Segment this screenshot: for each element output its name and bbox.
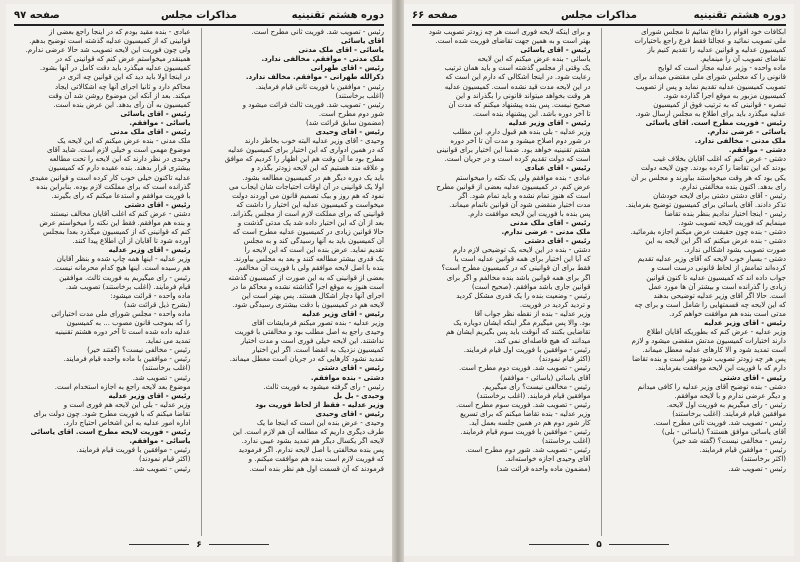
text-line: است که دولت تقدیم کرده است و در جریان است. [444,155,591,164]
left-page-header [14,8,384,26]
text-line: ماده واحده - قرائت میشود: [110,291,191,300]
text-line: رئیس - تصویب شد. فوریت ثانی مطرح است. [653,419,786,428]
text-line: ابکافات خود اقوام را دفاع نمائیم تا مجلس شورای [641,28,786,36]
text-line: یک قدری بیشتر مطالعه کنند و بعد به مجلس بیاورند. [233,255,384,264]
text-line: قوانینی که از کمیسیون عدلیه گذشته است توضیح بدهم. [29,37,191,46]
text-line: است هنوز به موقع اجرا گذاشته نشده و محاکم ما در [231,282,384,291]
text-line: وزیر عدلیه - بنده تقاضا میکنم که برای تسریع [460,409,591,418]
text-line: شور دوم مطرح است. [318,109,384,118]
text-line: مدت اختیار منقضی شود آن قوانین ناتمام میماند. [449,200,591,209]
text-line: دارم که با فوریت این لایحه موافقت بفرمایند. [655,364,786,373]
left-page-columns [14,28,384,536]
speaker-line: ملک مدنی - عرضی ندارم. [501,228,591,237]
text-line: رعایت شود. در اینجا اشکالی که دارم این است که [445,73,591,82]
text-line: وزیر عدلیه - اینها همه چاپ شده و بنظر آقایان [56,255,191,264]
left-header-title: مذاکرات مجلس [160,10,237,21]
text-line: صحیح نیست. پس بنده پیشنهاد میکنم که مدت آن [448,100,591,109]
right-page-column-left [412,28,591,536]
text-line: موضوع مهمی است و خیلی لازم است. شاید آقای [46,146,191,155]
text-line: عدلیه تاکنون خیلی خوب کار کرده است و قوانین مفیدی [29,173,191,182]
text-line: (اکثر برخاستند) [741,455,786,464]
text-line: آقای یاسائی (یاسائی - موافقم) [500,373,591,382]
text-line: رئیس - موافقین قیام فرمایند. [699,446,786,455]
right-page-number: ۵ [596,540,602,550]
speaker-line: رئیس - فوریت لایحه مطرح است. آقای یاسائی [30,428,191,437]
text-line: بیشتری قرار بدهند. بنده عقیده دارم که کمیسیون [48,164,191,173]
text-line: عرض کنم. در کمیسیون عدلیه بعضی از قوانین مطرح [436,182,591,191]
footer-rule [209,544,269,545]
text-line: ملی تصویب نمائید و عجالتا فقط فرع راجع باختیارات [634,37,786,46]
left-page-column-left [14,28,191,536]
text-line: هشتم تقنینیه خواهد بود. ضمنا این اختیار برای قوانینی [436,146,591,155]
text-line: (اکثر قیام نمودند) [139,455,191,464]
speaker-line: رئیس - آقای دشتی [124,200,191,209]
text-line: رئیس - موافقین با فوریت ثانی قیام فرمایند. [255,82,384,91]
left-page [6,4,392,556]
text-line: لایحه هم در کمیسیون با دقت بیشتری رسیدگی شود. [232,300,384,309]
text-line: است که هنوز تمام نشده و باید تمام شود. اگر [458,191,591,200]
speaker-line: رئیس - آقای عبادی [524,164,591,173]
text-line: نمود که هم روز و بیک تصمیم قانون می آوردند دولت [232,191,384,200]
text-line: در اینجا اولا باید دید که این قوانین چه اثری در [58,73,191,82]
text-line: فقط برای آن قوانینی که در کمیسیون مطرح است؟ [441,264,591,273]
text-line: قیام فرمایند. (اغلب برخاستند) تصویب شد. [65,282,191,291]
text-line: (اکثر قیام نمودند) [539,355,591,364]
text-line: تمدید نشود کارهایی که در جریان است معطل میماند. [229,355,384,364]
text-line: رئیس - موافقین با فوریت اول قیام فرمایند. [463,346,591,355]
text-line: که فوریت لازم است بنده هم موافقت میکنم. و [248,455,384,464]
text-line: میدانند که هیچ فاصله‌ای نمی کند. [494,337,591,346]
text-line: آن کمیسیون باید به آنها رسیدگی کند و به مجلس [243,237,384,246]
text-line: که این لایحه چه قسمتهایی را شامل است و برای چه [634,300,786,309]
text-line: اولا یک قوانینی در آن اوقات احتیاجات شان ایجاب می [229,182,384,191]
text-line: تذکر دادند. آقای یاسائی برای کمیسیون توضیح بفرمایند. [625,200,786,209]
text-line: دشتی - عرض کنم که اغلب آقایان مخالف نیستند [50,209,191,218]
text-line: حالا قوانین زیادی در کمیسیون عدلیه مطرح است که [232,228,384,237]
text-line: دشتی - بنده چون حقیقت عرض میکنم اجازه بفرمائید. [630,228,786,237]
text-line: و دیگر عرضی ندارم و با لایحه موافقم. [674,391,786,400]
text-line: یاسائی - بنده عرض میکنم که این لایحه [477,55,591,64]
text-line: و علاقه مند هستیم که این لایحه زودتر بگذرد و [251,164,384,173]
text-line: کمیسیون مزبور به موقع اجرا گذارده شود. [663,91,786,100]
speaker-line: ملک مدنی - مخالفی ندارد. [694,137,786,146]
text-line: بود. والا پس میگیرم مگر اینکه ایشان دوباره یک [453,319,591,327]
text-line: را که بموجب قانون مصوب ... به کمیسیون [66,319,191,327]
text-line: رئیس - وضعیت بنده را یک قدری مشکل کردید [456,291,591,300]
text-line: (مضمون سابق قرائت شد) [305,118,384,127]
text-line: کرده‌اند تمامش از لحاظ قانونی درست است و [651,264,786,273]
text-line: مینمایم که فوریت لایحه تصویب شود. [678,218,786,227]
text-line: است تمدید شود و الا کارهای عدلیه معطل میماند. [642,346,786,355]
text-line: هم رسیده است. اینها هیچ کدام محرمانه نیست. [52,264,191,273]
speaker-line: رئیس - آقای ملک مدنی [509,218,591,227]
left-page-footer [6,538,392,552]
text-line: وزیر عدلیه - بلی بنده هم قبول دارم. این مطلب [452,128,591,137]
text-line: رئیس - مخالفی نیست؟ (گفتند خیر) [87,346,191,355]
text-line: لایحه اگر یکسال دیگر هم تمدید بشود عیبی ندارد. [241,437,384,446]
text-line: عدلیه میگذرد باید برای اطلاع به مجلس ارسال شود. [635,109,786,118]
text-line: اگر برای همه قوانین باشد بنده مخالفم و اگر برای [446,273,591,282]
text-line: و برای اینکه لایحه فوری است هر چه زودتر تصویب شود [428,28,591,36]
text-line: ماده واحده - مجلس شورای ملی مدت اختیاراتی [51,309,191,318]
text-line: ولی چون فوریت این لایحه تصویب شد حالا عرضی ندارم. [25,46,191,55]
text-line: اداره امور عدلیه به این اشخاص احتیاج دارد. [63,419,191,428]
text-line: پس هر چه زودتر تصویب شود بهتر است و بنده تقاضا [632,355,786,364]
text-line: تقاضایی بکنند که آنوقت باید پس بگیریم ایشان هم [445,328,591,337]
text-line: رئیس - مخالفی نیست؟ (گفته شد خیر) [672,437,786,446]
speaker-line: رئیس - آقای ملک مدنی [109,128,191,137]
text-line: رئیس - تصویب شد. فوریت ثانی مطرح است. [251,28,384,36]
text-line: و بنده هم موافقم. فقط این نکته را میخواستم عرض [39,218,191,227]
text-line: تقاضای تصویب آن را مینمایم. [700,55,786,64]
text-line: (اغلب برخاستند) [335,91,384,100]
text-line: رئیس - رأی میگیریم به فوریت ثالث. موافقین [59,273,191,282]
speaker-line: رئیس - آقای دشتی [524,237,591,246]
text-line: ماده واحده - وزیر عدلیه مجاز است که لوایح [657,64,786,73]
right-page-footer [404,538,794,552]
text-line: وحیدی - عرض بنده این است که اینجا ما یک [256,419,384,428]
text-line: موضوع بعد لایحه راجع به اجازه استخدام است. [54,382,191,391]
text-line: و تردید کردید در فوریت. [519,300,591,309]
footer-rule [129,544,189,545]
speaker-line: رئیس - آقای دشتی [719,373,786,382]
text-line: دشتی - بسیار خوب لایحه که آقای وزیر عدلیه تقدیم [637,255,786,264]
speaker-line: رئیس - آقای طهرانی [310,64,384,73]
left-header-page-label: صفحه ۹۷ [14,10,60,21]
speaker-line: وحیدی - بل بل [333,391,384,400]
text-line: که در همین ادواری که این اختیار برای کمیسیون عدلیه [227,146,384,155]
text-line: کمیسیون عدلیه میگذرد باید دقت کامل در آنها بشود. [39,64,191,73]
text-line: طرف دیگری داریم که مطالعه آن هم لازم است. این [232,428,384,437]
speaker-line: رئیس - آقای وزیر عدلیه [508,118,591,127]
speaker-line: یاسائی - موافقم. [129,437,191,446]
text-line: وزیر عدلیه - عرض کنم که بطوریکه آقایان اطلاع [646,328,786,337]
text-line: دشتی - عرض کنم که اغلب آقایان بخلاف غیب [653,155,786,164]
text-line: رئیس - موافقین با فوریت سوم قیام فرمایند. [460,428,591,437]
text-line: یک وقتی از مجلس گذشته است و باید همان ترتیب [444,64,591,73]
text-line: بعضی از قوانینی که به این صورت از کمیسیون گذشته [228,273,384,282]
text-line: میکند. بعد از آنکه این موضوع روشن شد آن وقت [48,91,191,100]
right-page-columns [412,28,786,536]
speaker-line: رئیس - آقای وزیر عدلیه [703,319,786,327]
text-line: بعد از آن که این اختیار داده شد یک مدتی گذشت و [237,218,384,227]
text-line: زیادی را گذرانده است و بیشتر آن ها مورد عمل [648,282,786,291]
text-line: بودند که این تقاضا را کرده بودند. چون لایحه دولت [641,164,786,173]
text-line: مدتی است بنده هم موافقت خواهم کرد. [669,309,786,318]
text-line: رئیس - موافقین با فوریت قیام فرمایند. [76,446,191,455]
text-line: صورت تصویب بشود اشکالی ندارد. [684,246,786,255]
text-line: دارند اختیارات کمیسیون مدتش منقضی میشود و لازم [631,337,786,346]
right-header-page-label: صفحه ۶۶ [412,10,458,21]
text-line: وزیر عدلیه - بلی این لایحه هم فوری است و [63,400,191,409]
text-line: آورده شود تا آقایان از آن اطلاع پیدا کنند. [72,237,191,246]
text-line: رئیس - مخالفی نیست؟ رأی میگیریم. [482,382,591,391]
text-line: با فوریت موافقم و استدعا میکنم که رأی بگیرند. [51,191,191,200]
speaker-line: وزیر عدلیه - فقط از لحاظ فوریت بود [255,400,384,409]
text-line: رئیس - آقای دشتی دشتی برای لایحه خودشان [653,191,786,200]
text-line: موافقین قیام فرمایند. (اغلب برخاستند) [672,409,786,418]
text-line: هر وقت بخواهد میتواند قانونی را بگذراند و این [455,91,591,100]
text-line: آقای وحیدی اجازه خواسته‌اند. [505,455,591,464]
text-line: کنم که قوانینی که از کمیسیون میگذرد بعدا بمجلس [42,228,191,237]
right-page-header [412,8,786,26]
text-line: گذرانده است که برای مملکت لازم بوده. بنابراین بنده [36,182,191,191]
text-line: جواب داده اند که کمیسیون عدلیه تا کنون قوانین [646,273,786,282]
text-line: دشتی - بنده توضیح آقای وزیر عدلیه را کافی میدانم [637,382,786,391]
text-line: است. حالا اگر آقای وزیر عدلیه توضیحی بدهند [653,291,786,300]
speaker-line: رئیس - آقای وزیر عدلیه [108,391,191,400]
text-line: رئیس - تصویب شد. [728,464,786,473]
text-line: عدلیه داده شده است تا آخر دوره هشتم تقنینیه [54,328,191,337]
text-line: در این لایحه مدت قید نشده است. کمیسیون عدلیه [444,82,591,91]
text-line: باید یک دوره دیگر هم در کمیسیون مطالعه بشود. [242,173,384,182]
right-header-title: مذاکرات مجلس [560,10,637,21]
text-line: پس بنده مخالفتی با اصل لایحه ندارم. اگر فرمودید [238,446,384,455]
speaker-line: رئیس - آقای یاسائی [520,46,591,55]
speaker-line: رئیس - آقای یاسائی [120,109,191,118]
text-line: کمیسیون به آن رأی بدهد. این عرض بنده است. [53,100,191,109]
text-line: آقای یاسائی موافق هستند؟ (یاسائی - بلی) [661,428,786,437]
text-line: تمدید می نماید. [145,337,191,346]
speaker-line: رئیس - آقای وحیدی [315,409,384,418]
text-line: (مضمون ماده واحده قرائت شد) [496,464,591,473]
text-line: عبادی - بنده مقید بودم که در اینجا راجع بعضی از [49,28,191,36]
text-line: در شور دوم اصلاح میشود و مدت آن تا آخر دوره [450,137,591,146]
speaker-line: رئیس - فوریت مطرح است. آقای یاسائی [645,118,786,127]
footer-rule [529,544,589,545]
text-line: رأی بدهد. اکنون بنده مخالفتی ندارم. [679,182,786,191]
text-line: عبادی - بنده موافقم ولی یک نکته را میخواستم [455,173,591,182]
speaker-line: ملک مدنی - موافقم. مخالفی ندارد. [261,55,384,64]
text-line: بهتر است و به همین جهت تقاضای فوریت شده است. [435,37,591,46]
text-line: موافقین قیام فرمایند. (اغلب برخاستند) [476,391,591,400]
text-line: وحیدی راجع به اصل مطلب بود و مخالفتی با فوریت [234,328,384,337]
text-line: کمیسیون عدلیه و قوانین عدلیه را تقدیم کنیم باز [647,46,786,55]
speaker-line: ذکرالله طهرانی - موافقم. مخالف ندارد. [245,73,384,82]
text-line: رئیس - تصویب شد. [132,373,191,382]
text-line: میخواست و کمیسیون عدلیه این اختیار را داشت که [236,200,384,209]
text-line: مطرح بود ما آن وقت هم این اظهار را کردیم که موافق [224,155,384,164]
text-line: یکی بود که هر وقت میخواستند بیاورند و مجلس بر آن [631,173,786,182]
text-line: تقاضا میکنم که با فوریت مطرح شود. چون دولت برای [33,409,191,418]
text-line: که آیا این اختیار برای همه قوانین عدلیه است یا [454,255,591,264]
right-page [404,4,794,556]
text-line: نداشتند. این لایحه خیلی فوری است و مدت اختیار [240,337,384,346]
text-line: (اغلب برخاستند) [141,364,191,373]
text-line: رئیس - تصویب شد. شور دوم مطرح است. [465,446,591,455]
text-line: (بشرح ذیل قرائت شد) [123,300,191,309]
speaker-line: دشتی - بنده موافقم. [310,373,384,382]
text-line: رئیس - رأی گرفته میشود به فوریت ثالث. [263,382,384,391]
left-page-number: ۶ [196,540,202,550]
speaker-line: یاسائی - موافقم. [129,118,191,127]
text-line: رئیس - تصویب شد. فوریت ثالث قرائت میشود و [242,100,384,109]
text-line: تبصره - قوانینی که به ترتیب فوق از کمیسیون [653,100,786,109]
text-line: قوانینی که برای مملکت لازم است از مجلس بگذراند. [230,209,384,218]
text-line: تا آخر دوره باشد. این پیشنهاد بنده است. [472,109,591,118]
text-line: دشتی - بنده در این لایحه یک توضیحی لازم دارم [453,246,591,255]
text-line: کار شور دوم هم در همین جلسه بعمل آید. [469,419,591,428]
text-line: (اغلب برخاستند) [541,437,591,446]
text-line: وحیدی در نظر دارند که این لایحه را تحت مطالعه [49,155,191,164]
right-header-period: دوره هشتم تقنینیه [693,10,786,21]
speaker-line: یاسائی - عرضی ندارم. [707,128,786,137]
text-line: تقدیم نماید. عرض بنده این است که این لایحه را [244,246,384,255]
book-gutter [392,0,404,562]
text-line: قوانین جاری باشد موافقم. (صحیح است) [471,282,591,291]
left-page-column-right [201,28,385,536]
text-line: وحیدی - آقای وزیر عدلیه البته خوب بخاطر دارند [244,137,384,146]
speaker-line: دشتی - موافقم. [728,146,786,155]
text-line: اجرای آنها دچار اشکال هستند. پس بهتر است این [241,291,384,300]
speaker-line: رئیس - آقای وزیر عدلیه [301,309,384,318]
text-line: بنده با اصل لایحه موافقم ولی با فوریت آن مخالفم. [235,264,384,273]
speaker-line: آقای یاسائی [341,37,384,46]
text-line: رئیس - تصویب شد. [132,464,191,473]
speaker-line: یاسائی - آقای ملک مدنی [298,46,384,55]
text-line: تصویب کمیسیون عدلیه تقدیم نماید و پس از تصویب [635,82,786,91]
text-line: قانونی را که مجلس شورای ملی مقتضی میداند برای [633,73,786,82]
text-line: وزیر عدلیه - بنده تصور میکنم فرمایشات آقای [251,319,384,327]
text-line: دشتی - بنده عرض میکنم که اگر این لایحه به این [645,237,786,246]
speaker-line: رئیس - آقای وزیر عدلیه [108,246,191,255]
text-line: فرمودند که آن قسمت اول هم نظر بنده است. [249,464,384,473]
left-header-period: دوره هشتم تقنینیه [291,10,384,21]
text-line: رئیس - رأی میگیریم به فوریت اول لایحه. [666,400,786,409]
speaker-line: رئیس - آقای وحیدی [315,128,384,137]
footer-rule [609,544,669,545]
text-line: رئیس - موافقین با ماده واحده قیام فرمایند. [63,355,191,364]
speaker-line: رئیس - آقای دشتی [317,364,384,373]
right-page-column-right [601,28,787,536]
text-line: وزیر عدلیه - بنده از نقطه نظر جواب آقا [474,309,591,318]
text-line: رئیس - اینجا اختیار ندادیم بنظر بنده تقاضا [664,209,786,218]
text-line: رئیس - تصویب شد. فوریت سوم مطرح است. [456,400,591,409]
text-line: همینقدر میخواستم عرض کنم که قوانینی که در [55,55,191,64]
text-line: کمیسیون نزدیک به انقضا است. اگر این اختیار [252,346,384,355]
text-line: محاکم دارد و ثانیا اجرای آنها چه اشکالاتی ایجاد [54,82,191,91]
text-line: پس بنده با فوریت این لایحه موافقت دارم. [467,209,591,218]
text-line: ملک مدنی - بنده عرض میکنم که این لایحه یک [57,137,191,146]
text-line: رئیس - تصویب شد. فوریت دوم مطرح است. [459,364,591,373]
